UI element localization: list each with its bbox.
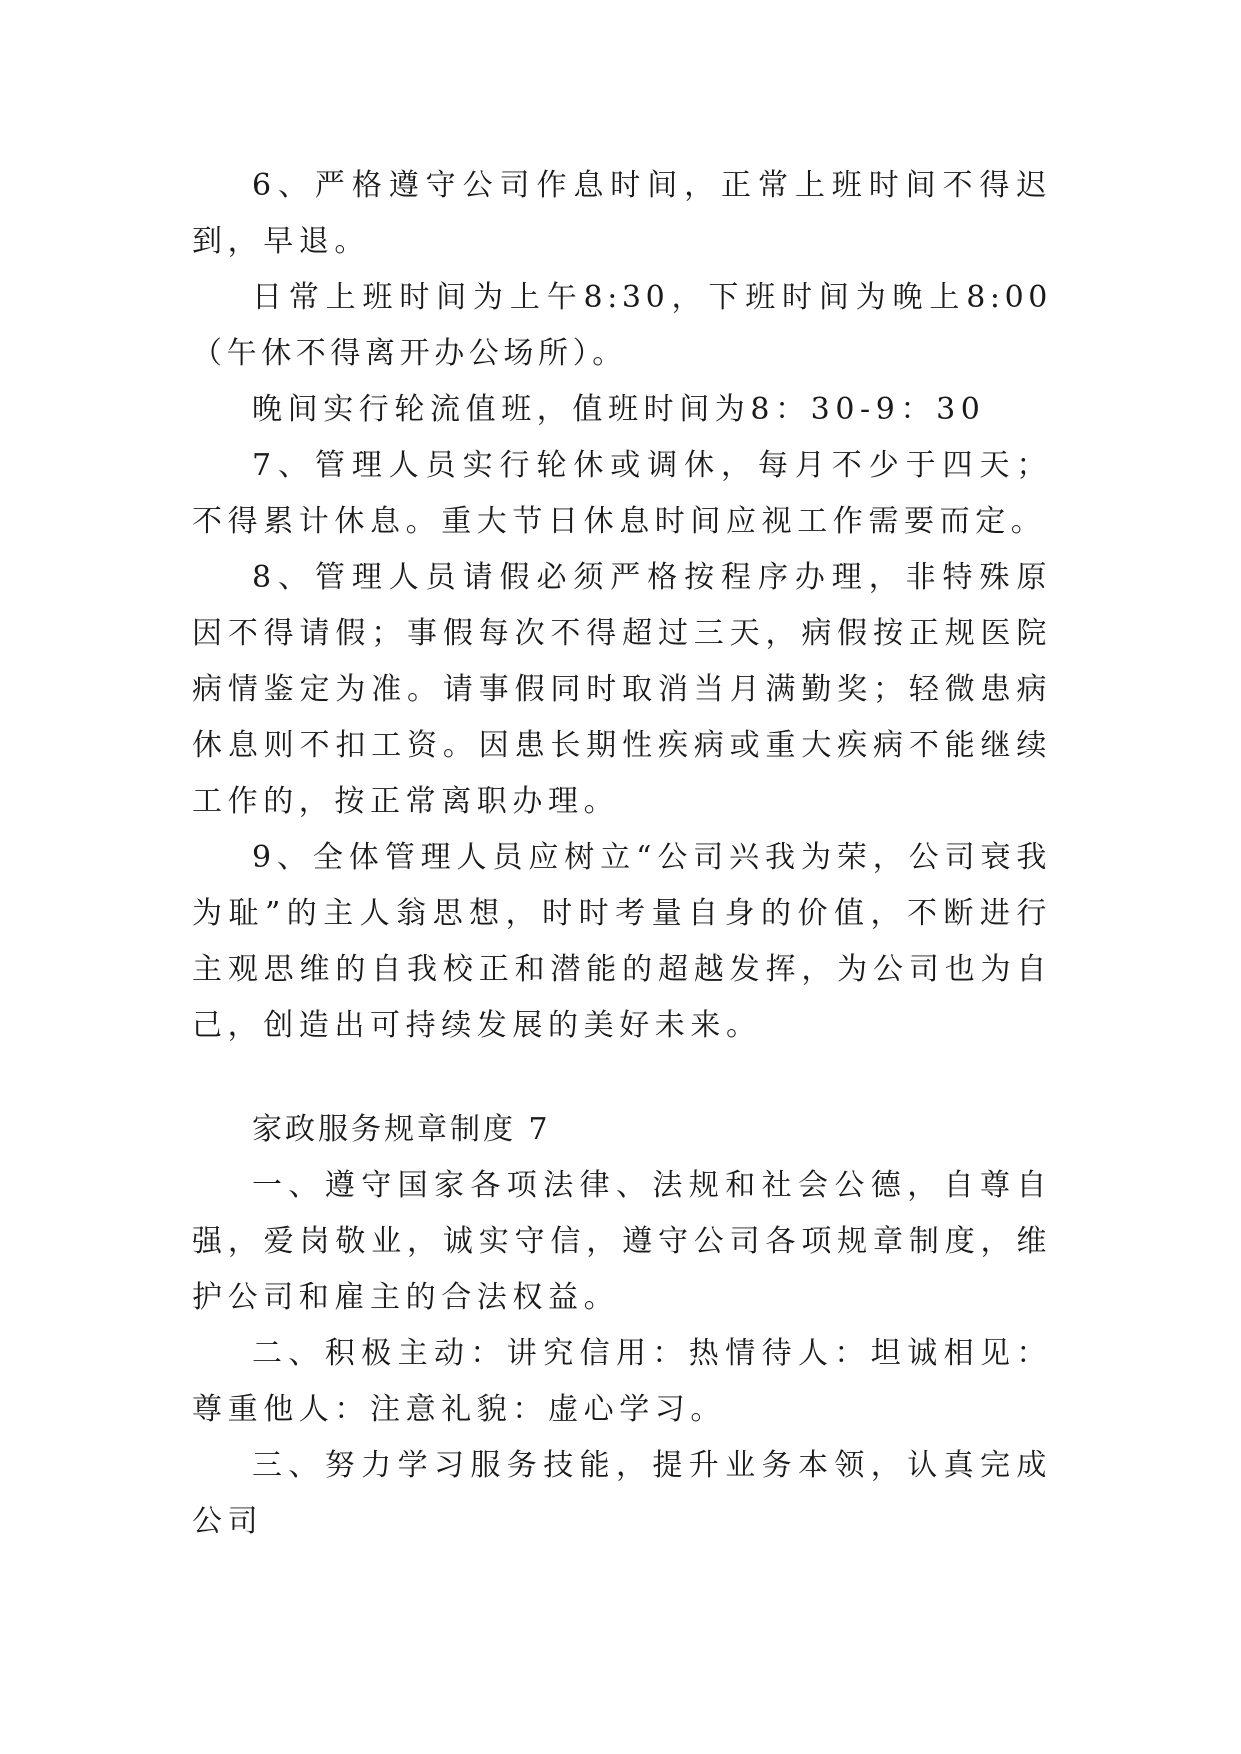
paragraph-item-1: 一、遵守国家各项法律、法规和社会公德，自尊自强，爱岗敬业，诚实守信，遵守公司各项规章制度，维护公司和雇主的合法权益。 xyxy=(192,1168,1052,1315)
paragraph-work-hours: 日常上班时间为上午8:30，下班时间为晚上8:00（午休不得离开办公场所）。 xyxy=(192,280,1052,371)
paragraph-rule-6: 6、严格遵守公司作息时间，正常上班时间不得迟到，早退。 xyxy=(192,168,1052,259)
paragraph-rule-8: 8、管理人员请假必须严格按程序办理，非特殊原因不得请假；事假每次不得超过三天，病假按正规医院病情鉴定为准。请事假同时取消当月满勤奖；轻微患病休息则不扣工资。因患长期性疾病或重大疾病不能继续工作的，按正常离职办理。 xyxy=(192,560,1052,819)
section-title: 家政服务规章制度 7 xyxy=(252,1112,551,1147)
paragraph-rule-9: 9、全体管理人员应树立“公司兴我为荣，公司衰我为耻”的主人翁思想，时时考量自身的价值，不断进行主观思维的自我校正和潜能的超越发挥，为公司也为自己，创造出可持续发展的美好未来。 xyxy=(192,840,1052,1043)
paragraph-rule-7: 7、管理人员实行轮休或调休，每月不少于四天；不得累计休息。重大节日休息时间应视工作需要而定。 xyxy=(192,448,1052,539)
paragraph-item-2: 二、积极主动：讲究信用：热情待人：坦诚相见：尊重他人：注意礼貌：虚心学习。 xyxy=(192,1336,1052,1427)
document-page xyxy=(192,158,1052,1550)
paragraph-item-3: 三、努力学习服务技能，提升业务本领，认真完成公司 xyxy=(192,1448,1052,1539)
paragraph-night-duty: 晚间实行轮流值班，值班时间为8：30-9：30 xyxy=(252,392,986,427)
